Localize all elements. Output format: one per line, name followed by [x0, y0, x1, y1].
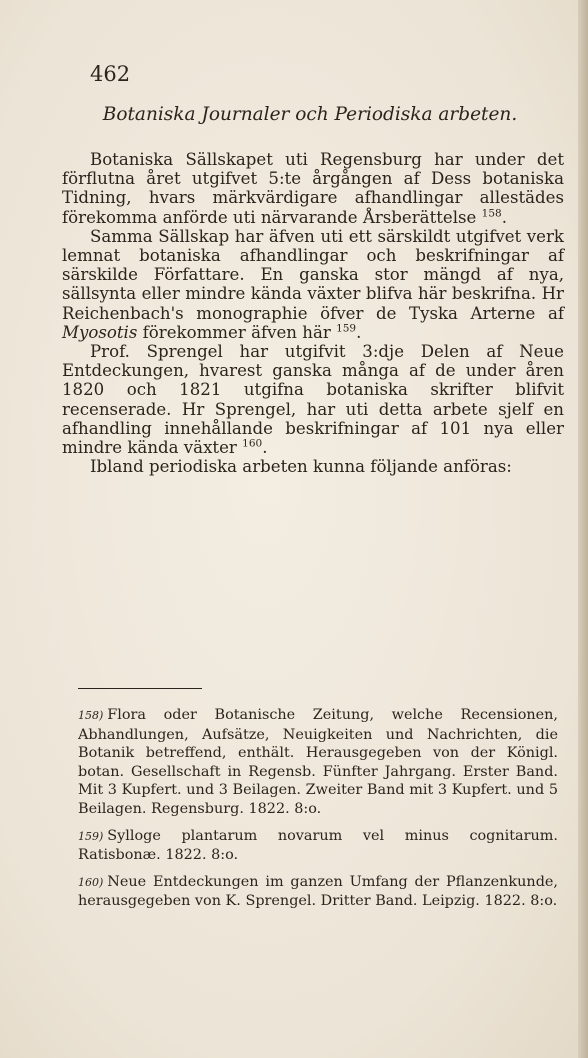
footnote-text: Sylloge plantarum novarum vel minus cognitarum. Ratisbonæ. 1822. 8:o.	[78, 827, 558, 864]
section-heading: Botaniska Journaler och Periodiska arbeten.	[102, 104, 518, 125]
page-number: 462	[90, 62, 131, 86]
paragraph-text-cont: förekommer äfven här	[142, 322, 331, 342]
footnote-number: 158)	[78, 709, 104, 722]
paragraph-end: .	[501, 207, 507, 227]
paragraph-4	[62, 457, 564, 476]
body-text	[62, 150, 564, 476]
paragraph-2	[62, 227, 564, 342]
reference-mark: 159	[336, 322, 357, 335]
footnote-text: Neue Entdeckungen im ganzen Umfang der Pflanzenkunde, herausgegeben von K. Sprengel. Dritter Band. Leipzig. 1822. 8:o.	[78, 873, 558, 910]
paragraph-1	[62, 150, 564, 227]
genus-name: Myosotis	[62, 322, 138, 342]
footnote-number: 159)	[78, 829, 104, 843]
paragraph-text: Ibland periodiska arbeten kunna följande anföras:	[90, 457, 512, 477]
page-edge	[578, 0, 588, 1058]
footnote-number: 160)	[78, 875, 104, 889]
paragraph-end: .	[262, 438, 268, 458]
footnote	[78, 873, 558, 911]
footnote-divider	[78, 688, 202, 689]
footnote	[78, 827, 558, 865]
paragraph-text: Samma Sällskap har äfven uti ett särskildt utgifvet verk lemnat botaniska afhandlingar och beskrifningar af särskilde Författare. En ganska stor mängd af nya, sällsynta eller mindre kända växter blifva här beskrifna. Hr Reichenbach's monographie öfver de Tyska Arterne af	[62, 226, 564, 323]
paragraph-end: .	[356, 322, 362, 342]
paragraph-3	[62, 342, 564, 457]
footnote	[78, 706, 558, 819]
reference-mark: 160	[242, 437, 263, 450]
footnote-text: Flora oder Botanische Zeitung, welche Recensionen, Abhandlungen, Aufsätze, Neuigkeiten und Nachrichten, die Botanik betreffend, enthält. Herausgegeben von der Königl. botan. Gesellschaft in Regensb. Fünfter Jahrgang. Erster Band. Mit 3 Kupfert. und 3 Beilagen. Zweiter Band mit 3 Kupfert. und 5 Beilagen. Regensburg. 1822. 8:o.	[78, 707, 558, 817]
footnotes	[78, 706, 558, 919]
paragraph-text: Prof. Sprengel har utgifvit 3:dje Delen af Neue Entdeckungen, hvarest ganska många af de under åren 1820 och 1821 utgifna botaniska skrifter blifvit recenserade. Hr Sprengel, har uti detta arbete sjelf en afhandling innehållande beskrifningar af 101 nya eller mindre kända växter	[62, 342, 564, 458]
reference-mark: 158	[481, 207, 502, 220]
paragraph-text: Botaniska Sällskapet uti Regensburg har under det förflutna året utgifvet 5:te årgången af Dess botaniska Tidning, hvars märkvärdigare afhandlingar allestädes förekomma anförde uti närvarande Årsberättelse	[62, 150, 564, 227]
